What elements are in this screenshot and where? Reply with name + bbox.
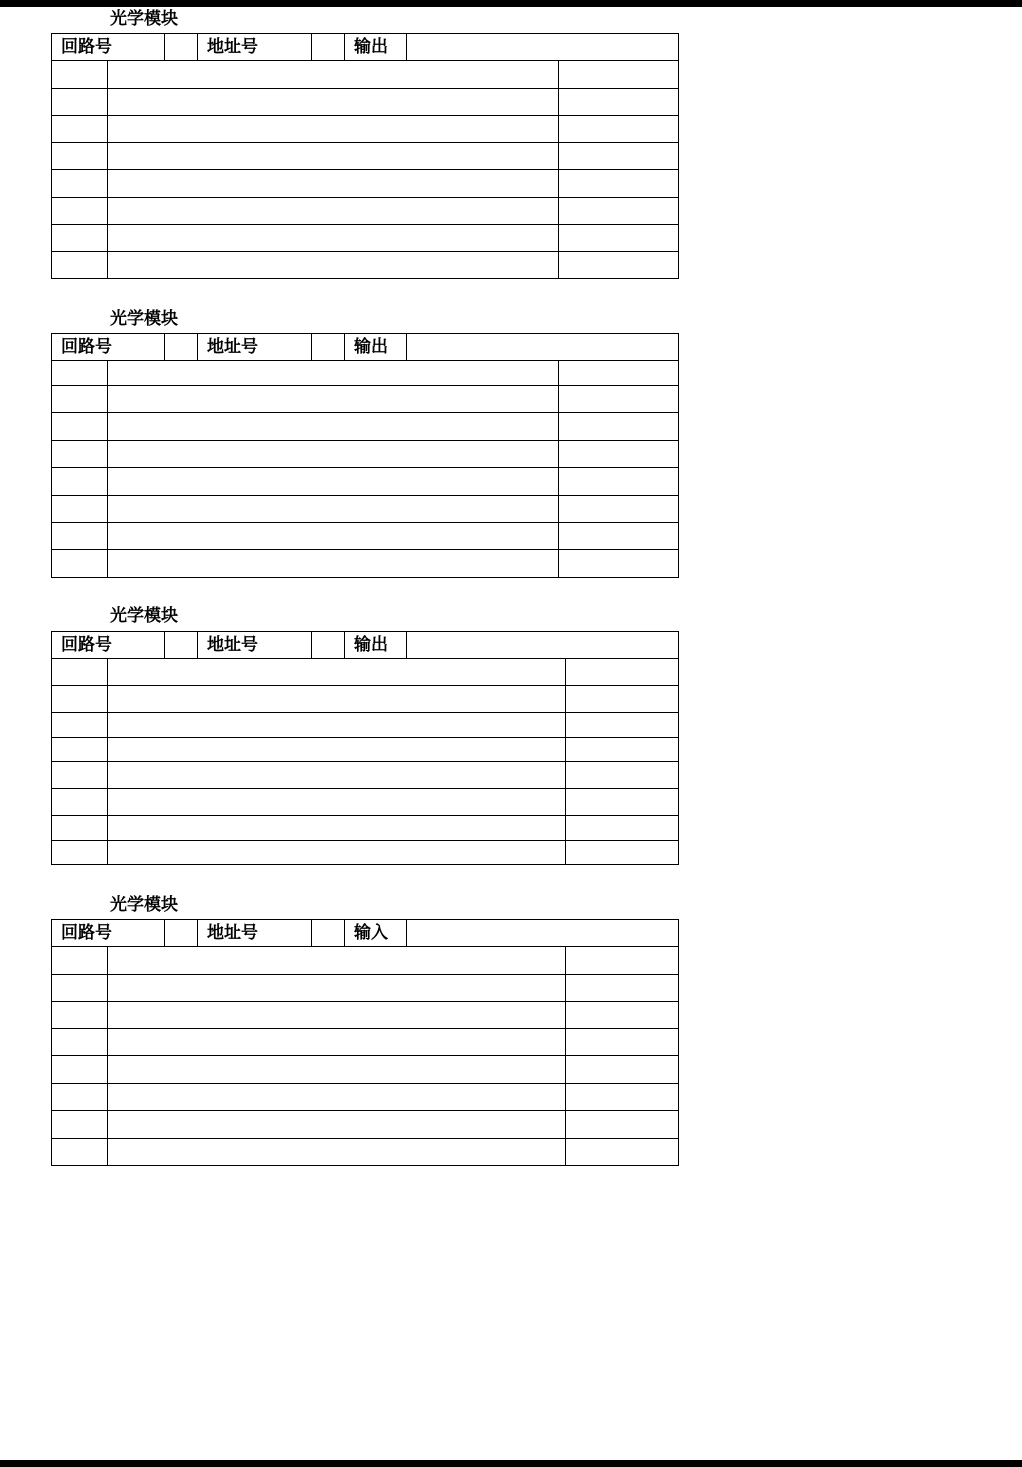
row-description-cell[interactable]: [108, 523, 559, 550]
row-description-cell[interactable]: [108, 1084, 566, 1111]
row-description-cell[interactable]: [108, 762, 566, 789]
row-value-cell[interactable]: [559, 252, 679, 279]
row-description-cell[interactable]: [108, 496, 559, 523]
row-description-cell[interactable]: [108, 841, 566, 865]
io-type-field[interactable]: [407, 632, 679, 659]
row-description-cell[interactable]: [108, 659, 566, 686]
row-description-cell[interactable]: [108, 1029, 566, 1056]
row-number-cell[interactable]: [52, 550, 108, 578]
address-number-label: 地址号: [198, 334, 312, 361]
row-value-cell[interactable]: [566, 1002, 679, 1029]
loop-number-label: 回路号: [52, 920, 165, 947]
bottom-rule: [0, 1460, 1022, 1467]
table-row: [52, 1029, 679, 1056]
io-type-label: 输出: [345, 34, 407, 61]
row-description-cell[interactable]: [108, 738, 566, 762]
module-table: [51, 631, 679, 865]
row-description-cell[interactable]: [108, 1056, 566, 1084]
module-header-row: [52, 34, 679, 61]
row-value-cell[interactable]: [566, 841, 679, 865]
row-description-cell[interactable]: [108, 468, 559, 496]
module-table: [51, 919, 679, 1166]
row-value-cell[interactable]: [566, 1139, 679, 1166]
row-description-cell[interactable]: [108, 116, 559, 143]
row-value-cell[interactable]: [566, 1029, 679, 1056]
row-description-cell[interactable]: [108, 198, 559, 225]
row-description-cell[interactable]: [108, 170, 559, 198]
loop-number-label: 回路号: [52, 334, 165, 361]
row-value-cell[interactable]: [559, 198, 679, 225]
row-number-cell[interactable]: [52, 441, 108, 468]
row-value-cell[interactable]: [559, 170, 679, 198]
row-number-cell[interactable]: [52, 386, 108, 413]
io-type-label: 输出: [345, 334, 407, 361]
row-number-cell[interactable]: [52, 143, 108, 170]
row-value-cell[interactable]: [559, 468, 679, 496]
table-row: [52, 789, 679, 816]
row-number-cell[interactable]: [52, 975, 108, 1002]
row-value-cell[interactable]: [559, 143, 679, 170]
io-type-label: 输入: [345, 920, 407, 947]
row-number-cell[interactable]: [52, 198, 108, 225]
row-number-cell[interactable]: [52, 816, 108, 841]
row-number-cell[interactable]: [52, 496, 108, 523]
row-number-cell[interactable]: [52, 1111, 108, 1139]
row-value-cell[interactable]: [566, 713, 679, 738]
row-value-cell[interactable]: [559, 116, 679, 143]
row-number-cell[interactable]: [52, 170, 108, 198]
address-number-field[interactable]: [312, 632, 345, 659]
table-row: [52, 841, 679, 865]
table-row: [52, 1139, 679, 1166]
row-value-cell[interactable]: [566, 762, 679, 789]
table-row: [52, 441, 679, 468]
io-type-field[interactable]: [407, 34, 679, 61]
row-description-cell[interactable]: [108, 947, 566, 975]
table-row: [52, 413, 679, 441]
table-row: [52, 386, 679, 413]
table-row: [52, 550, 679, 578]
module-title: 光学模块: [110, 309, 178, 329]
row-description-cell[interactable]: [108, 550, 559, 578]
row-value-cell[interactable]: [559, 89, 679, 116]
row-description-cell[interactable]: [108, 61, 559, 89]
module-title: 光学模块: [110, 606, 178, 626]
row-value-cell[interactable]: [559, 496, 679, 523]
loop-number-field[interactable]: [165, 34, 198, 61]
module-table: [51, 33, 679, 279]
row-number-cell[interactable]: [52, 468, 108, 496]
row-number-cell[interactable]: [52, 413, 108, 441]
row-description-cell[interactable]: [108, 1139, 566, 1166]
module-header-row: [52, 334, 679, 361]
row-number-cell[interactable]: [52, 841, 108, 865]
table-row: [52, 686, 679, 713]
row-value-cell[interactable]: [566, 659, 679, 686]
loop-number-field[interactable]: [165, 920, 198, 947]
row-value-cell[interactable]: [559, 361, 679, 386]
row-value-cell[interactable]: [559, 225, 679, 252]
row-description-cell[interactable]: [108, 413, 559, 441]
row-number-cell[interactable]: [52, 252, 108, 279]
row-number-cell[interactable]: [52, 686, 108, 713]
table-row: [52, 468, 679, 496]
row-value-cell[interactable]: [566, 975, 679, 1002]
table-row: [52, 1111, 679, 1139]
table-row: [52, 1056, 679, 1084]
table-row: [52, 252, 679, 279]
module-table: [51, 333, 679, 578]
table-row: [52, 947, 679, 975]
address-number-label: 地址号: [198, 920, 312, 947]
loop-number-field[interactable]: [165, 334, 198, 361]
row-value-cell[interactable]: [566, 789, 679, 816]
table-row: [52, 1084, 679, 1111]
row-value-cell[interactable]: [566, 1056, 679, 1084]
io-type-field[interactable]: [407, 334, 679, 361]
table-row: [52, 496, 679, 523]
row-number-cell[interactable]: [52, 1084, 108, 1111]
module-header-row: [52, 920, 679, 947]
row-value-cell[interactable]: [559, 550, 679, 578]
row-value-cell[interactable]: [566, 1111, 679, 1139]
row-description-cell[interactable]: [108, 441, 559, 468]
row-description-cell[interactable]: [108, 143, 559, 170]
top-rule: [0, 0, 1022, 7]
table-row: [52, 198, 679, 225]
table-row: [52, 659, 679, 686]
row-description-cell[interactable]: [108, 789, 566, 816]
row-value-cell[interactable]: [566, 816, 679, 841]
row-number-cell[interactable]: [52, 61, 108, 89]
table-row: [52, 61, 679, 89]
row-number-cell[interactable]: [52, 762, 108, 789]
table-row: [52, 1002, 679, 1029]
row-number-cell[interactable]: [52, 947, 108, 975]
address-number-field[interactable]: [312, 920, 345, 947]
row-value-cell[interactable]: [566, 686, 679, 713]
table-row: [52, 170, 679, 198]
row-description-cell[interactable]: [108, 89, 559, 116]
row-number-cell[interactable]: [52, 738, 108, 762]
table-row: [52, 738, 679, 762]
row-value-cell[interactable]: [559, 386, 679, 413]
row-value-cell[interactable]: [566, 738, 679, 762]
row-description-cell[interactable]: [108, 713, 566, 738]
row-value-cell[interactable]: [559, 61, 679, 89]
row-description-cell[interactable]: [108, 1111, 566, 1139]
table-row: [52, 143, 679, 170]
row-number-cell[interactable]: [52, 361, 108, 386]
table-row: [52, 225, 679, 252]
loop-number-label: 回路号: [52, 34, 165, 61]
row-number-cell[interactable]: [52, 523, 108, 550]
table-row: [52, 116, 679, 143]
row-number-cell[interactable]: [52, 225, 108, 252]
row-description-cell[interactable]: [108, 1002, 566, 1029]
row-number-cell[interactable]: [52, 659, 108, 686]
row-number-cell[interactable]: [52, 789, 108, 816]
row-description-cell[interactable]: [108, 252, 559, 279]
row-number-cell[interactable]: [52, 1029, 108, 1056]
row-number-cell[interactable]: [52, 1056, 108, 1084]
io-type-label: 输出: [345, 632, 407, 659]
row-number-cell[interactable]: [52, 116, 108, 143]
row-value-cell[interactable]: [559, 523, 679, 550]
row-description-cell[interactable]: [108, 386, 559, 413]
address-number-label: 地址号: [198, 34, 312, 61]
row-number-cell[interactable]: [52, 713, 108, 738]
row-description-cell[interactable]: [108, 975, 566, 1002]
module-title: 光学模块: [110, 895, 178, 915]
row-value-cell[interactable]: [559, 413, 679, 441]
table-row: [52, 361, 679, 386]
row-description-cell[interactable]: [108, 225, 559, 252]
module-header-row: [52, 632, 679, 659]
table-row: [52, 816, 679, 841]
row-value-cell[interactable]: [559, 441, 679, 468]
table-row: [52, 523, 679, 550]
row-value-cell[interactable]: [566, 1084, 679, 1111]
address-number-field[interactable]: [312, 34, 345, 61]
row-description-cell[interactable]: [108, 361, 559, 386]
row-description-cell[interactable]: [108, 686, 566, 713]
table-row: [52, 713, 679, 738]
row-number-cell[interactable]: [52, 1139, 108, 1166]
row-number-cell[interactable]: [52, 1002, 108, 1029]
loop-number-field[interactable]: [165, 632, 198, 659]
module-title: 光学模块: [110, 9, 178, 29]
row-description-cell[interactable]: [108, 816, 566, 841]
table-row: [52, 89, 679, 116]
table-row: [52, 762, 679, 789]
loop-number-label: 回路号: [52, 632, 165, 659]
row-value-cell[interactable]: [566, 947, 679, 975]
address-number-field[interactable]: [312, 334, 345, 361]
io-type-field[interactable]: [407, 920, 679, 947]
address-number-label: 地址号: [198, 632, 312, 659]
table-row: [52, 975, 679, 1002]
row-number-cell[interactable]: [52, 89, 108, 116]
